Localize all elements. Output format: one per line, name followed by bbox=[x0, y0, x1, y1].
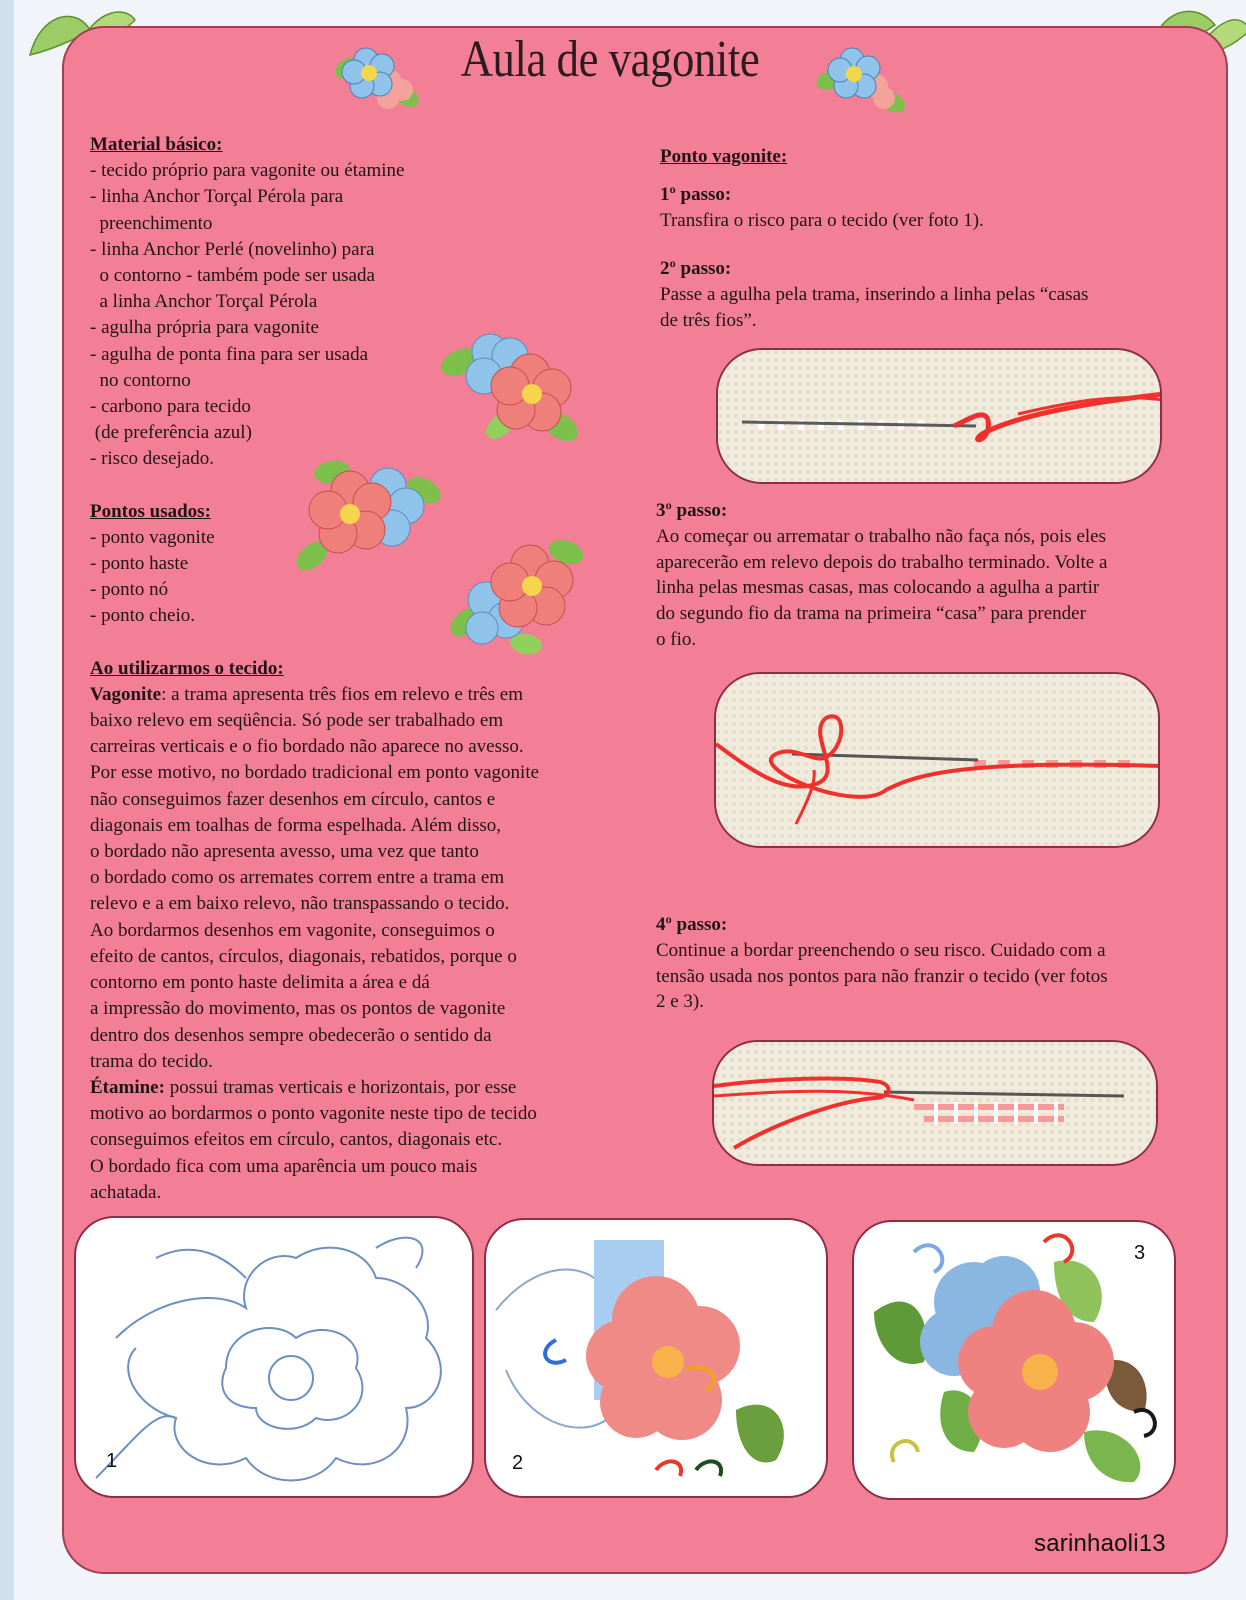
step-label: 2º passo: bbox=[660, 258, 732, 279]
paragraph-line: efeito de cantos, círculos, diagonais, rebatidos, porque o bbox=[90, 945, 517, 967]
paragraph-line: o bordado não apresenta avesso, uma vez que tanto bbox=[90, 841, 479, 863]
list-item: o contorno - também pode ser usada bbox=[90, 265, 375, 287]
flower-cluster-icon bbox=[328, 38, 424, 118]
list-item: - agulha de ponta fina para ser usada bbox=[90, 343, 369, 365]
list-item: a linha Anchor Torçal Pérola bbox=[90, 291, 318, 313]
list-item: - ponto nó bbox=[90, 579, 169, 601]
photo-3 bbox=[852, 1220, 1176, 1500]
photo-number: 1 bbox=[106, 1450, 118, 1472]
paragraph-line: trama do tecido. bbox=[90, 1050, 213, 1072]
pontos-heading: Pontos usados: bbox=[90, 500, 211, 522]
paragraph-line: dentro dos desenhos sempre obedecerão o sentido da bbox=[90, 1024, 492, 1046]
photo-1 bbox=[74, 1216, 474, 1498]
step-line: 2 e 3). bbox=[656, 991, 705, 1013]
list-item: - ponto cheio. bbox=[90, 605, 196, 627]
vagonite-paragraph bbox=[90, 682, 630, 1075]
flower-cluster-icon bbox=[292, 456, 442, 576]
flower-cluster-icon bbox=[440, 326, 590, 446]
right-column bbox=[660, 144, 1180, 170]
list-item: - risco desejado. bbox=[90, 448, 214, 470]
paragraph-line: Ao bordarmos desenhos em vagonite, conseguimos o bbox=[90, 919, 495, 941]
paragraph-line: conseguimos efeitos em círculo, cantos, diagonais etc. bbox=[90, 1129, 503, 1151]
step-line: do segundo fio da trama na primeira “casa” para prender bbox=[656, 603, 1086, 625]
step-photo bbox=[714, 672, 1160, 848]
list-item: - ponto vagonite bbox=[90, 526, 215, 548]
tecido-heading: Ao utilizarmos o tecido: bbox=[90, 657, 284, 679]
watermark: sarinhaoli13 bbox=[1034, 1530, 1166, 1557]
list-item: no contorno bbox=[90, 369, 191, 391]
scan-edge bbox=[0, 0, 14, 1600]
list-item: preenchimento bbox=[90, 212, 213, 234]
step-photo bbox=[716, 348, 1162, 484]
paragraph-line: achatada. bbox=[90, 1181, 162, 1203]
paragraph-line: contorno em ponto haste delimita a área e dá bbox=[90, 972, 430, 994]
paragraph-line: não conseguimos fazer desenhos em círculo, cantos e bbox=[90, 788, 496, 810]
page-title: Aula de vagonite bbox=[460, 31, 760, 88]
step-4 bbox=[656, 912, 1196, 1015]
list-item: - tecido próprio para vagonite ou étamine bbox=[90, 160, 405, 182]
paragraph-line: baixo relevo em seqüência. Só pode ser trabalhado em bbox=[90, 710, 504, 732]
paragraph-line: : a trama apresenta três fios em relevo e três em bbox=[161, 683, 523, 705]
photo-number: 2 bbox=[512, 1452, 524, 1474]
list-item: - ponto haste bbox=[90, 553, 189, 575]
etamine-paragraph bbox=[90, 1075, 630, 1206]
step-label: 3º passo: bbox=[656, 500, 728, 521]
paragraph-line: relevo e a em baixo relevo, não transpassando o tecido. bbox=[90, 893, 510, 915]
step-line: Passe a agulha pela trama, inserindo a linha pelas “casas bbox=[660, 283, 1089, 305]
step-line: aparecerão em relevo depois do trabalho terminado. Volte a bbox=[656, 551, 1108, 573]
left-column bbox=[90, 132, 630, 1206]
photo-2 bbox=[484, 1218, 828, 1498]
flower-embroidery-progress bbox=[486, 1220, 828, 1498]
paragraph-line: carreiras verticais e o fio bordado não aparece no avesso. bbox=[90, 736, 524, 758]
list-item: - agulha própria para vagonite bbox=[90, 317, 319, 339]
step-photo bbox=[712, 1040, 1158, 1166]
step-2 bbox=[660, 256, 1200, 333]
paragraph-line: o bordado como os arremates correm entre a trama em bbox=[90, 867, 505, 889]
step-line: Transfira o risco para o tecido (ver foto 1). bbox=[660, 209, 984, 231]
step-line: o fio. bbox=[656, 628, 697, 650]
step-line: tensão usada nos pontos para não franzir o tecido (ver fotos bbox=[656, 965, 1108, 987]
paragraph-line: Por esse motivo, no bordado tradicional em ponto vagonite bbox=[90, 762, 540, 784]
list-item: - carbono para tecido bbox=[90, 396, 251, 418]
list-item: - linha Anchor Perlé (novelinho) para bbox=[90, 238, 375, 260]
step-line: Ao começar ou arrematar o trabalho não faça nós, pois eles bbox=[656, 525, 1106, 547]
flower-outline-drawing bbox=[76, 1218, 474, 1498]
paragraph-line: possui tramas verticais e horizontais, por esse bbox=[164, 1076, 517, 1098]
step-line: de três fios”. bbox=[660, 309, 757, 331]
step-3 bbox=[656, 498, 1196, 653]
list-item: - linha Anchor Torçal Pérola para bbox=[90, 186, 344, 208]
step-line: Continue a bordar preenchendo o seu risco. Cuidado com a bbox=[656, 939, 1106, 961]
vagonite-term: Vagonite bbox=[90, 683, 162, 705]
flower-cluster-icon bbox=[446, 536, 596, 656]
paragraph-line: O bordado fica com uma aparência um pouco mais bbox=[90, 1155, 478, 1177]
step-line: linha pelas mesmas casas, mas colocando a agulha a partir bbox=[656, 577, 1100, 599]
ponto-vagonite-heading: Ponto vagonite: bbox=[660, 146, 788, 167]
step-1 bbox=[660, 182, 1180, 234]
paragraph-line: motivo ao bordarmos o ponto vagonite neste tipo de tecido bbox=[90, 1103, 537, 1125]
photo-number: 3 bbox=[1134, 1242, 1146, 1264]
flower-embroidery-finished bbox=[854, 1222, 1176, 1500]
step-label: 4º passo: bbox=[656, 914, 728, 935]
list-item: (de preferência azul) bbox=[90, 422, 252, 444]
material-heading: Material básico: bbox=[90, 134, 223, 155]
paragraph-line: a impressão do movimento, mas os pontos de vagonite bbox=[90, 998, 506, 1020]
flower-cluster-icon bbox=[812, 40, 908, 120]
etamine-term: Étamine: bbox=[90, 1076, 165, 1098]
paragraph-line: diagonais em toalhas de forma espelhada. Além disso, bbox=[90, 814, 502, 836]
step-label: 1º passo: bbox=[660, 184, 732, 205]
